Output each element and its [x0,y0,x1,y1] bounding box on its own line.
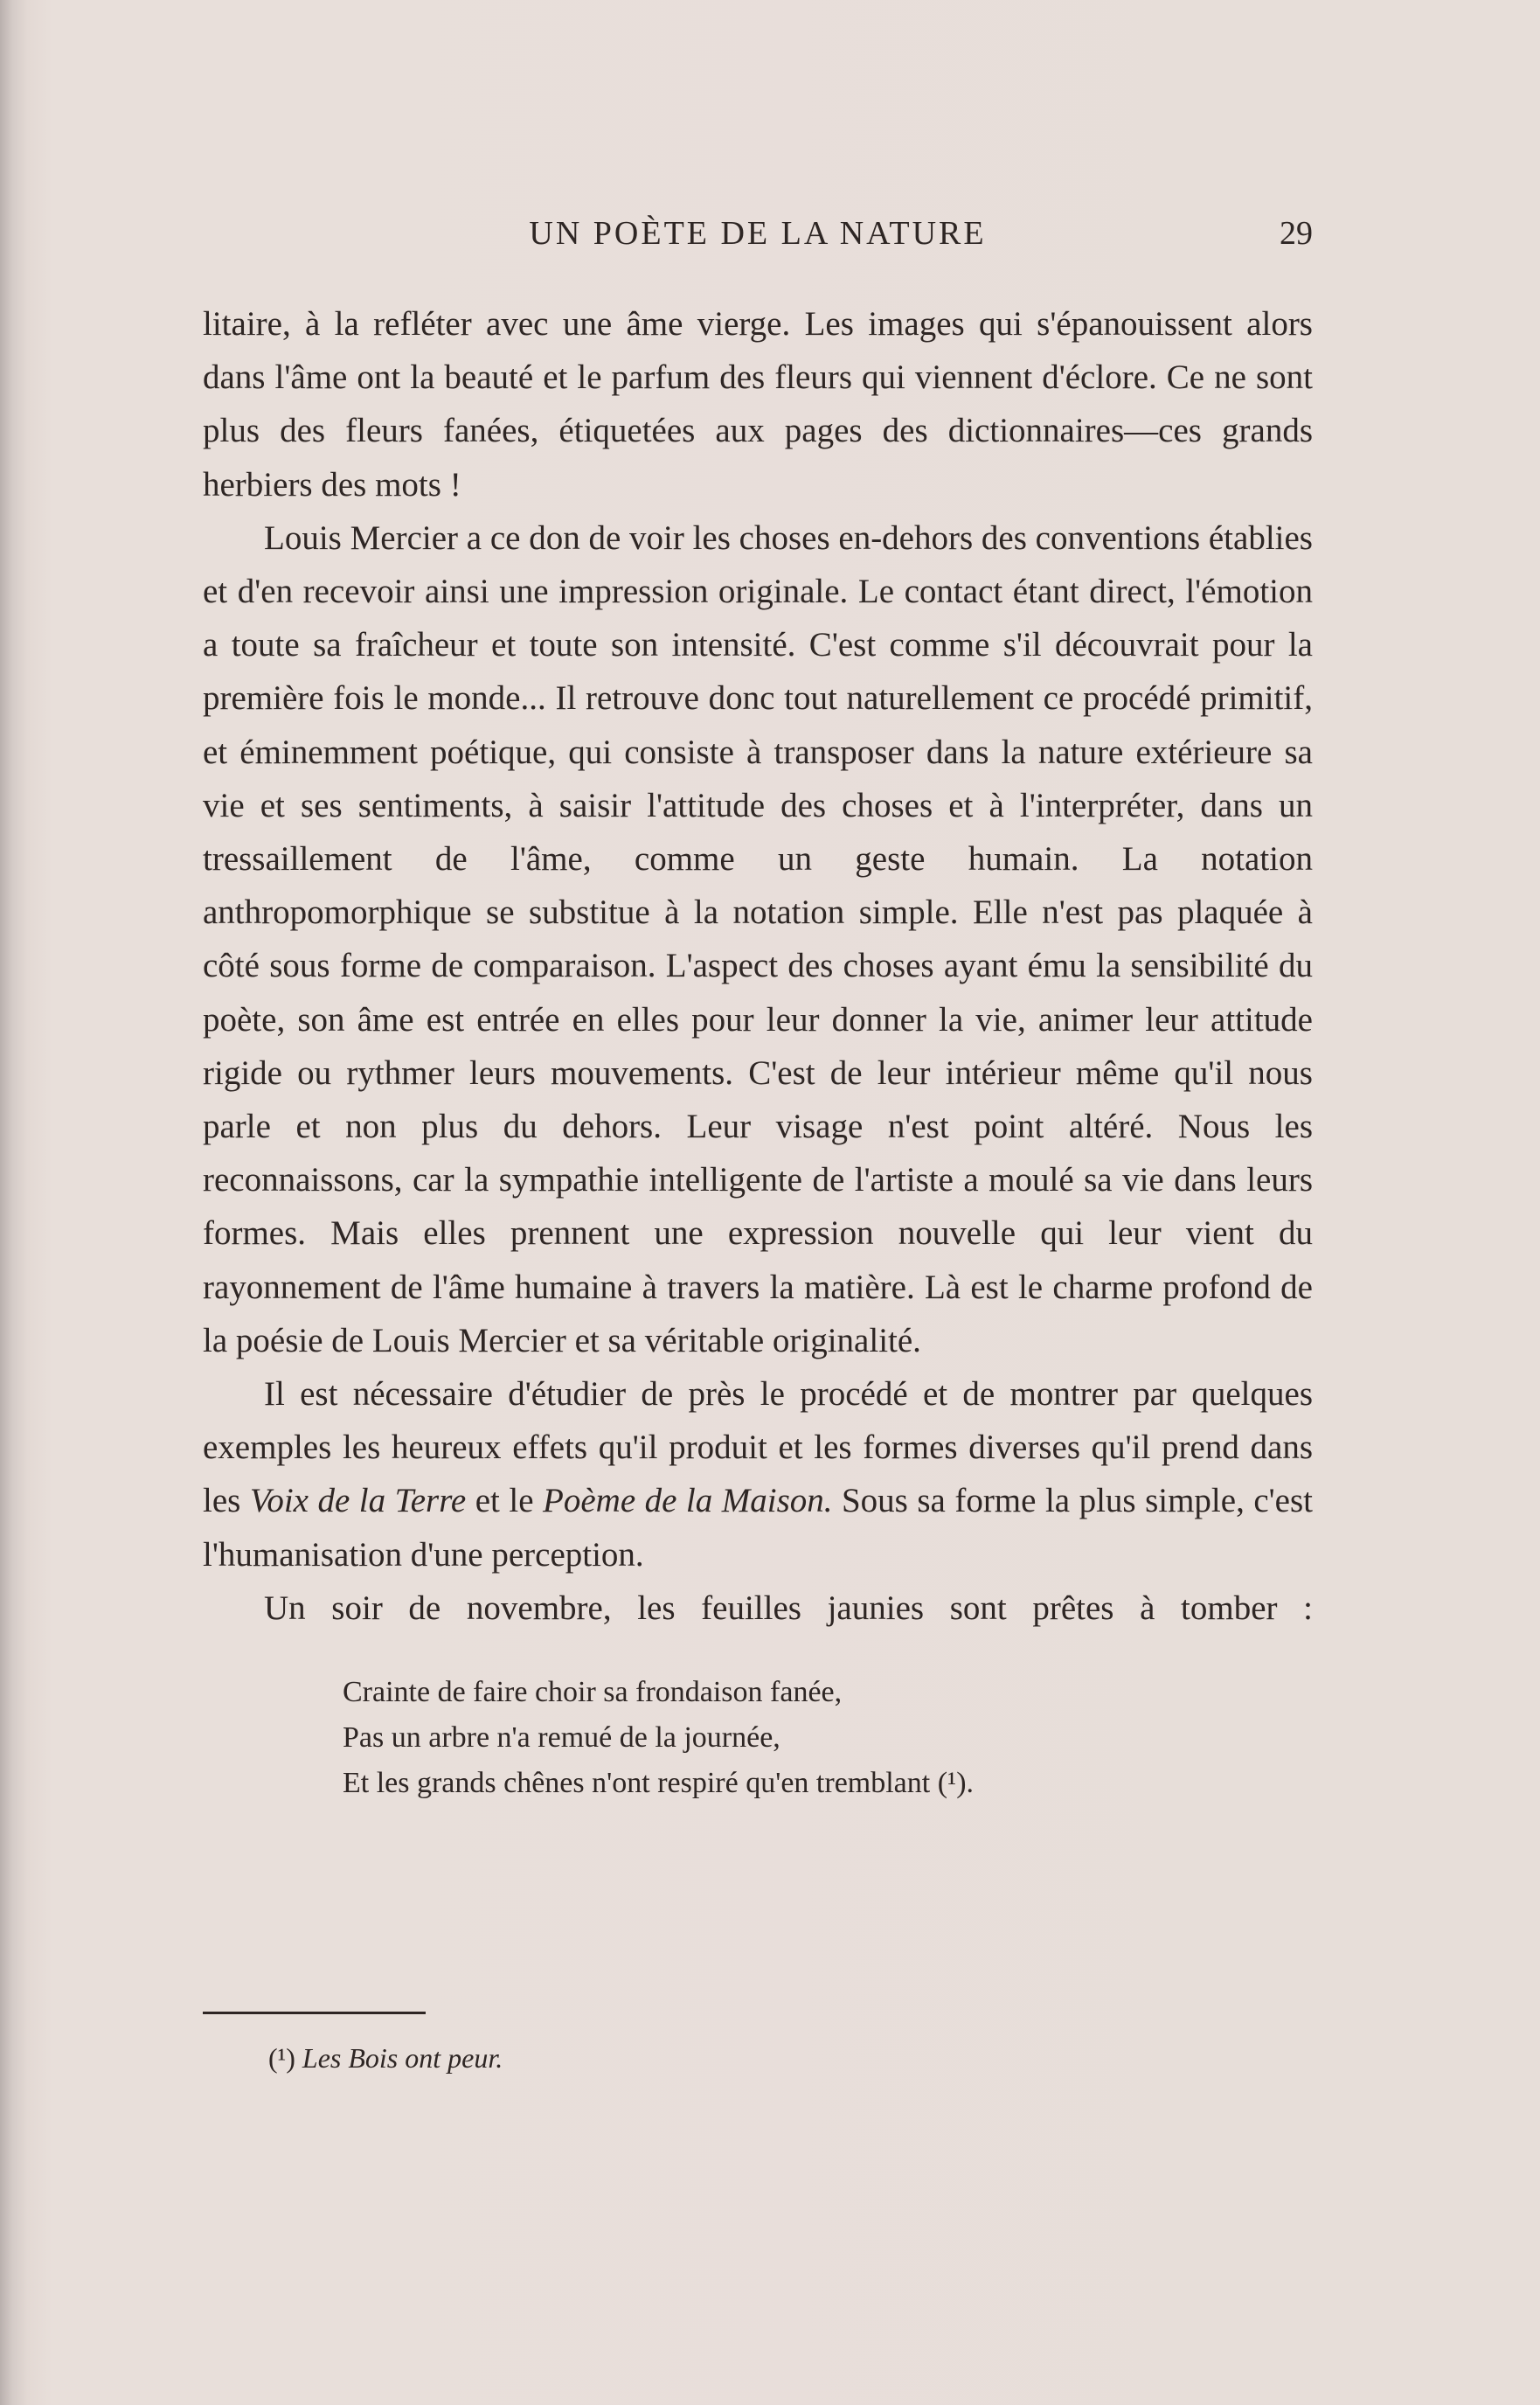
footnote [268,2042,503,2075]
footnote-marker: (¹) [268,2042,295,2074]
running-title: UN POÈTE DE LA NATURE [529,215,987,252]
page-number: 29 [1280,215,1313,252]
footnote-divider [203,2012,426,2014]
verse-line: Et les grands chênes n'ont respiré qu'en tremblant (¹). [343,1767,975,1800]
book-title-voix-de-la-terre: Voix de la Terre [249,1482,467,1520]
paragraph-procede-start: Il est nécessaire d'étudier de près le procédé et de montrer par quelques exemples les heureux effets qu'il produit et les formes diverses qu'il prend dans les [203,1375,1313,1520]
paragraph-procede [203,1367,1313,1581]
body-text [203,297,1313,1806]
verse-line: Pas un arbre n'a remué de la journée, [343,1721,780,1755]
verse-quotation [343,1670,1313,1806]
verse-line: Crainte de faire choir sa frondaison fanée, [343,1676,843,1709]
footnote-title: Les Bois ont peur. [302,2042,503,2074]
paragraph-procede-end: Sous sa forme la plus simple, c'est l'humanisation d'une perception. [203,1482,1313,1574]
paragraph-procede-mid: et le [466,1482,544,1520]
paragraph-continued: litaire, à la refléter avec une âme vierge. Les images qui s'épanouissent alors dans l'âme ont la beauté et le parfum des fleurs qui viennent d'éclore. Ce ne sont plus des fleurs fanées, étiquetées aux pages des dictionnaires—ces grands herbiers des mots ! [203,305,1313,504]
paragraph-louis-mercier: Louis Mercier a ce don de voir les choses en-dehors des conventions établies et d'en recevoir ainsi une impression originale. Le contact étant direct, l'émotion a toute sa fraîcheur et toute son intensité. C'est comme s'il découvrait pour la première fois le monde... Il retrouve donc tout naturellement ce procédé primitif, et éminemment poétique, qui consiste à transposer dans la nature extérieure sa vie et ses sentiments, à saisir l'attitude des choses et à l'interpréter, dans un tressaillement de l'âme, comme un geste humain. La notation anthropomorphique se substitue à la notation simple. Elle n'est pas plaquée à côté sous forme de comparaison. L'aspect des choses ayant ému la sensibilité du poète, son âme est entrée en elles pour leur donner la vie, animer leur attitude rigide ou rythmer leurs mouvements. C'est de leur intérieur même qu'il nous parle et non plus du dehors. Leur visage n'est point altéré. Nous les reconnaissons, car la sympathie intelligente de l'artiste a moulé sa vie dans leurs formes. Mais elles prennent une expression nouvelle qui leur vient du rayonnement de l'âme humaine à travers la matière. Là est le charme profond de la poésie de Louis Mercier et sa véritable originalité. [203,518,1313,1359]
book-title-poeme-de-la-maison: Poème de la Maison. [543,1482,833,1520]
page-header [203,214,1313,258]
paragraph-soir-novembre: Un soir de novembre, les feuilles jaunies sont prêtes à tomber : [264,1588,1313,1627]
